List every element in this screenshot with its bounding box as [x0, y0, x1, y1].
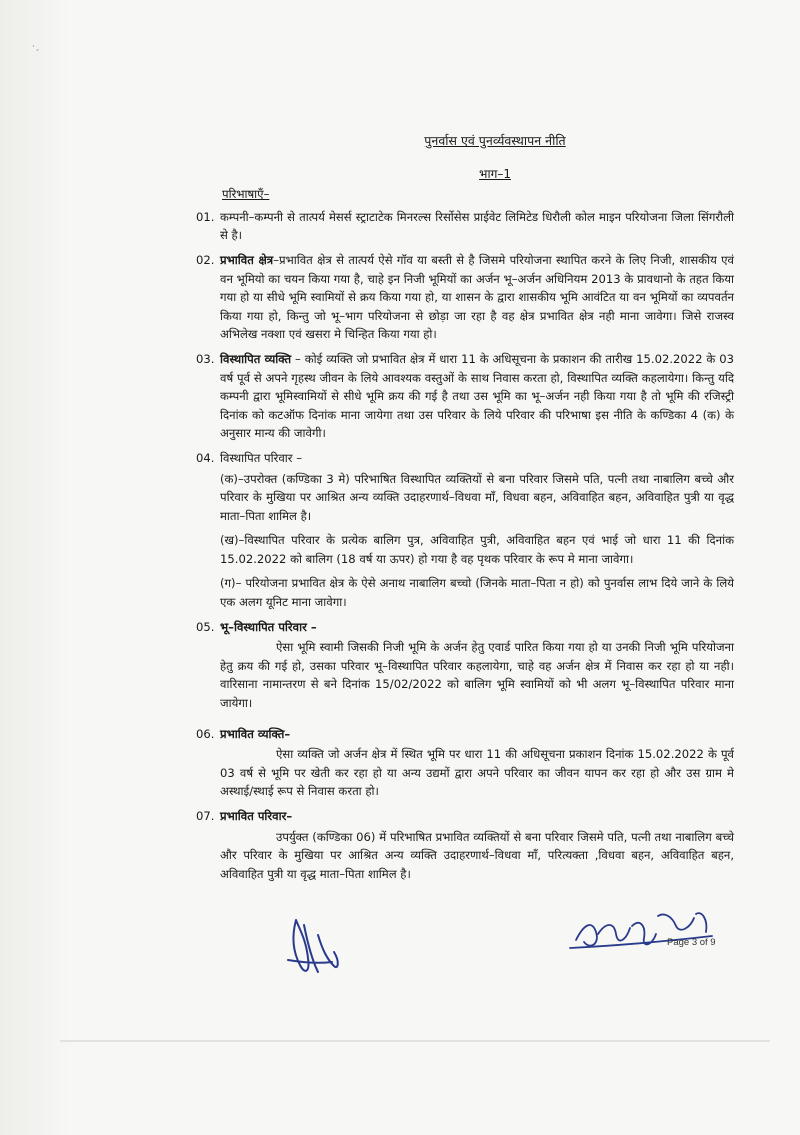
item-number: 05.: [196, 619, 215, 634]
scan-mark: ·ˏ: [32, 42, 40, 52]
clause-kha: (ख)–विस्थापित परिवार के प्रत्येक बालिग पुत्र, अविवाहित पुत्री, अविवाहित बहन एवं भाई जो धारा 11 की दिनांक 15.02.2022 को बालिग (18 वर्ष या ऊपर) हो गया है वह पृथक परिवार के रूप मे माना जावेगा।: [220, 533, 734, 566]
page-number: Page 3 of 9: [667, 937, 716, 948]
clause-ga: (ग)– परियोजना प्रभावित क्षेत्र के ऐसे अनाथ नाबालिग बच्चो (जिनके माता–पिता न हो) को पुनर्वास लाभ दिये जाने के लिये एक अलग यूनिट माना जावेगा।: [220, 576, 734, 610]
item-heading: विस्थापित व्यक्ति: [220, 351, 292, 366]
definition-item-03: [196, 350, 734, 443]
item-number: 04.: [196, 450, 215, 465]
definition-item-07: [196, 807, 734, 826]
item-number: 07.: [196, 809, 215, 823]
item-number: 06.: [196, 726, 215, 741]
item-text: ऐसा व्यक्ति जो अर्जन क्षेत्र में स्थित भूमि पर धारा 11 की अधिसूचना प्रकाशन दिनांक 15.02.2022 के पूर्व 03 वर्ष से भूमि पर खेती कर रहा हो या अन्य उद्यमों द्वारा अपने परिवार का जीवन यापन कर रहा हो और उस ग्राम मे अस्थाई/स्थाई रूप से निवास करता हो।: [220, 747, 734, 799]
item-text: उपर्युक्त (कण्डिका 06) में परिभाषित प्रभावित व्यक्तियों से बना परिवार जिसमे पति, पत्नी तथा नाबालिग बच्चे और परिवार के मुखिया पर आश्रित अन्य व्यक्ति उदाहरणार्थ–विधवा मॉं, परित्यक्ता ,विधवा बहन, अविवाहित बहन, अविवाहित पुत्री या वृद्ध माता–पिता शामिल है।: [220, 829, 734, 881]
item-number: 03.: [196, 351, 215, 366]
part-heading: भाग–1: [479, 166, 511, 181]
left-signature: [288, 920, 338, 972]
item-body: [220, 251, 734, 344]
item-text: –प्रभावित क्षेत्र से तात्पर्य ऐसे गॉव या बस्ती से है जिसमे परियोजना स्थापित करने के लिए निजी, शासकीय एवं वन भूमियो का चयन किया गया है, चाहे इन निजी भूमियों का अर्जन भू–अर्जन अधिनियम 2013 के प्रावधानो के तहत किया गया हो या सीधे भूमि स्वामियों से क्रय किया गया हो, या शासन के द्वारा शासकीय भूमि आवंटित या वन भूमियों का व्यपवर्तन किया गया हो, किन्तु जो भू–भाग परियोजना से छोड़ा जा रहा है वह क्षेत्र प्रभावित क्षेत्र नही माना जावेगा। जिसे राजस्व अभिलेख नक्शा एवं खसरा मे चिन्हित किया गया हो।: [220, 252, 734, 342]
definitions-heading: परिभाषाएँ–: [222, 187, 270, 202]
clause-ka: (क)–उपरोक्त (कण्डिका 3 मे) परिभाषित विस्थापित व्यक्तियों से बना परिवार जिसमे पति, पत्नी तथा नाबालिग बच्चे और परिवार के मुखिया पर आश्रित अन्य व्यक्ति उदाहरणार्थ–विधवा मॉं, विधवा बहन, अविवाहित बहन, अविवाहित पुत्री या वृद्ध माता–पिता शामिल है।: [220, 471, 734, 523]
scan-edge: [60, 1040, 770, 1042]
item-number: 02.: [196, 252, 215, 267]
item-number: 01.: [196, 209, 215, 224]
scan-shadow: [0, 0, 70, 1135]
definition-item-02: [196, 251, 734, 344]
item-heading: प्रभावित व्यक्ति–: [220, 726, 291, 741]
document-page: [196, 132, 734, 889]
document-title: पुनर्वास एवं पुनर्व्यवस्थापन नीति: [424, 133, 566, 148]
definition-item-01: [196, 208, 734, 245]
definition-item-05: [196, 618, 734, 637]
item-heading: प्रभावित परिवार–: [220, 809, 293, 823]
definition-item-04: [196, 449, 734, 468]
item-heading: भू–विस्थापित परिवार –: [220, 619, 317, 634]
item-heading: विस्थापित परिवार –: [220, 450, 303, 465]
item-text: – कोई व्यक्ति जो प्रभावित क्षेत्र में धारा 11 के अधिसूचना के प्रकाशन की तारीख 15.02.2022 के 03 वर्ष पूर्व से अपने गृहस्थ जीवन के लिये आवश्यक वस्तुओं के साथ निवास करता हो, विस्थापित व्यक्ति कहलायेगा। किन्तु यदि कम्पनी द्वारा भूमिस्वामियों से सीधे भूमि क्रय की गई है तथा उस भूमि का भू–अर्जन नही किया गया है तो भूमि की रजिस्ट्री दिनांक को कटऑफ दिनांक माना जायेगा तथा उस परिवार के लिये परिवार की परिभाषा इस नीति के कण्डिका 4 (क) के अनुसार मान्य की जावेगी।: [220, 351, 734, 441]
item-heading: प्रभावित क्षेत्र: [220, 252, 274, 267]
item-body: [220, 350, 734, 443]
item-text: ऐसा भूमि स्वामी जिसकी निजी भूमि के अर्जन हेतु एवार्ड पारित किया गया हो या उनकी निजी भूमि परियोजना हेतु क्रय की गई हो, उसका परिवार भू–विस्थापित परिवार कहलायेगा, चाहे वह अर्जन क्षेत्र में निवास कर रहा हो या नही। वारिसाना नामान्तरण से बने दिनांक 15/02/2022 को बालिग भूमि स्वामियों को भी अलग भू–विस्थापित परिवार माना जायेगा।: [220, 640, 734, 711]
item-text: कम्पनी–कम्पनी से तात्पर्य मेसर्स स्ट्राटाटेक मिनरल्स रिर्सोसेस प्राईवेट लिमिटेड धिरौली कोल माइन परियोजना जिला सिंगरौली से है।: [220, 209, 734, 243]
definition-item-06: [196, 725, 734, 744]
